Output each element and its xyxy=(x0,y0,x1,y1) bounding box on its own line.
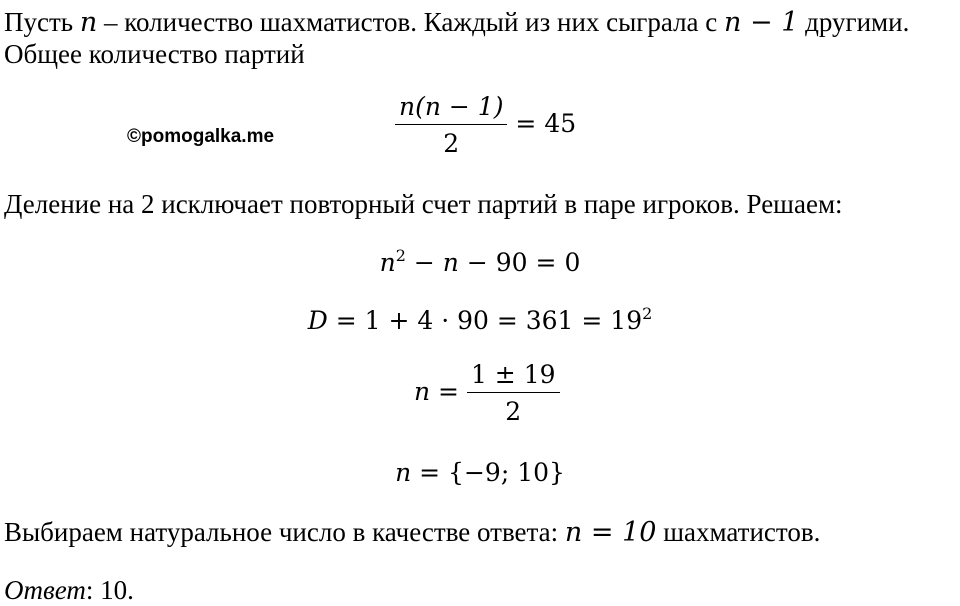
variable-n: n xyxy=(79,7,98,38)
answer-label: Ответ xyxy=(4,575,86,605)
discriminant-exponent: 2 xyxy=(642,304,653,323)
fraction-numerator: n(n − 1) xyxy=(395,92,507,125)
fraction-n-n-minus-1-over-2 xyxy=(395,92,507,159)
conclusion-expression: n = 10 xyxy=(564,517,657,548)
quadratic-rest: − n − 90 = 0 xyxy=(413,248,581,277)
expression-n-minus-1: n − 1 xyxy=(724,7,799,38)
roots-numerator: 1 ± 19 xyxy=(467,360,560,393)
watermark-logo: ©pomogalka.me xyxy=(127,126,275,147)
discriminant-rest: = 1 + 4 · 90 = 361 = 19 xyxy=(327,306,643,335)
intro-line-2: Общее количество партий xyxy=(4,39,305,69)
fraction-denominator: 2 xyxy=(443,129,460,158)
solve-intro-line: Деление на 2 исключает повторный счет партий в паре игроков. Решаем: xyxy=(4,189,843,219)
intro-line-1 xyxy=(4,6,909,39)
equation-roots-formula xyxy=(414,360,560,427)
intro-text-start: Пусть xyxy=(4,7,80,37)
conclusion-line xyxy=(4,516,820,549)
roots-set: n = {−9; 10} xyxy=(395,458,565,487)
intro-text-end: другими. xyxy=(798,7,910,37)
discriminant-symbol: D xyxy=(307,306,328,335)
conclusion-text-end: шахматистов. xyxy=(656,517,821,547)
quadratic-exponent: 2 xyxy=(395,246,406,265)
equation-total-games xyxy=(395,92,576,159)
equation-rhs: = 45 xyxy=(515,109,577,138)
roots-equals: = xyxy=(430,377,467,406)
intro-text-middle: – количество шахматистов. Каждый из них сыграла с xyxy=(97,7,725,37)
roots-denominator: 2 xyxy=(505,397,522,426)
equation-quadratic xyxy=(0,248,960,278)
conclusion-text-start: Выбираем натуральное число в качестве ответа: xyxy=(4,517,565,547)
equation-discriminant xyxy=(0,306,960,336)
fraction-1-pm-19-over-2 xyxy=(467,360,560,427)
roots-variable: n xyxy=(414,377,431,406)
quadratic-variable: n xyxy=(379,248,396,277)
equation-roots-set xyxy=(0,458,960,488)
answer-line xyxy=(4,574,134,606)
answer-value: : 10. xyxy=(85,575,134,605)
